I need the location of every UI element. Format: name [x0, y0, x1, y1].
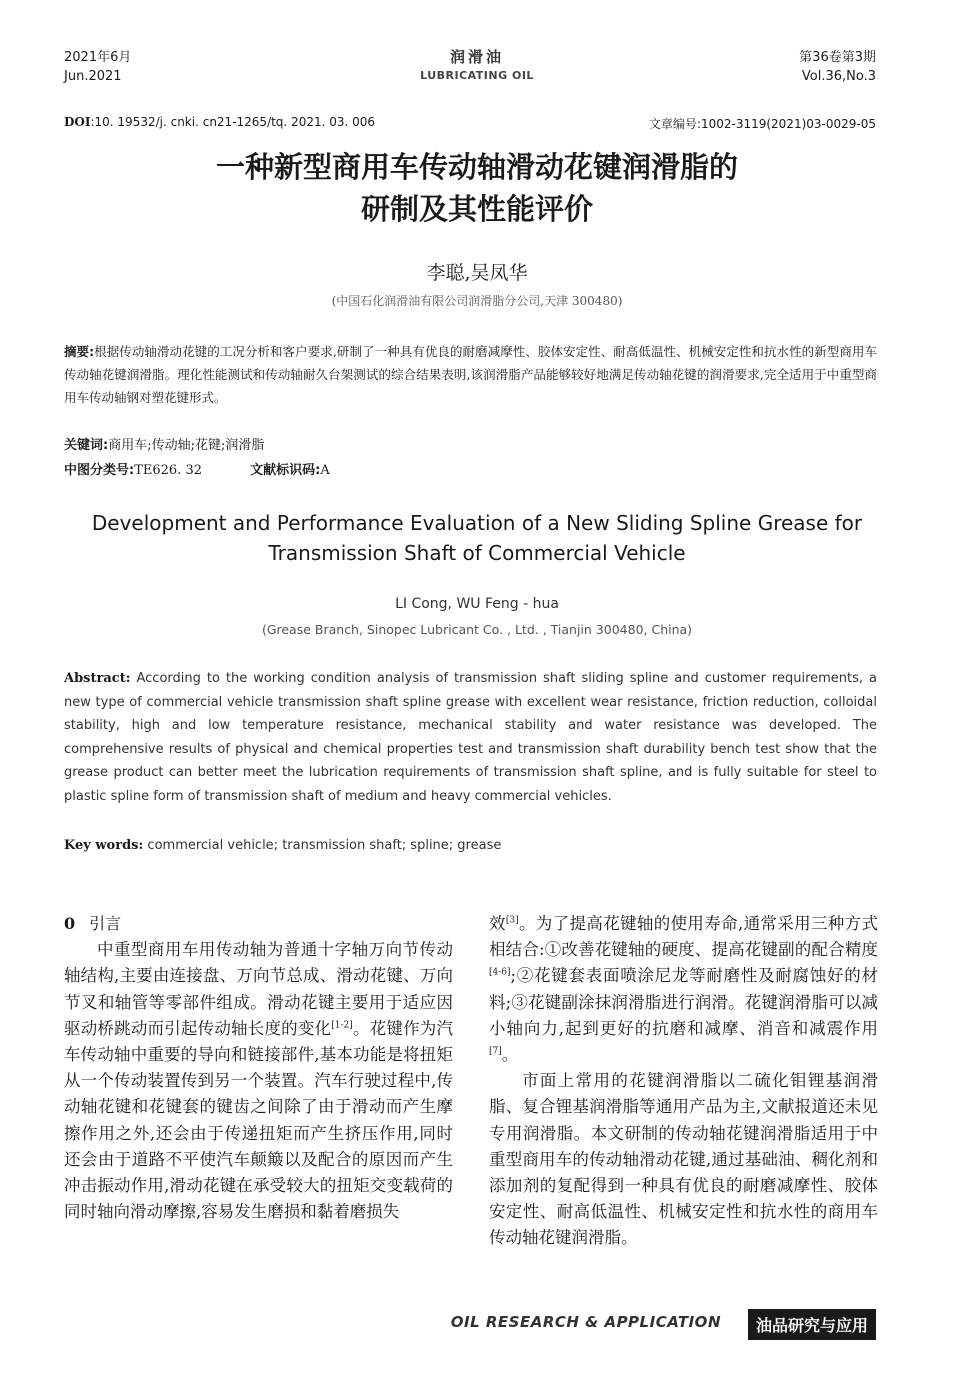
clc-label: 中图分类号: — [64, 463, 135, 478]
body-column-right — [489, 911, 878, 1252]
journal-date — [64, 48, 131, 86]
volume-cn: 第36卷第3期 — [799, 50, 876, 65]
body-column-left — [64, 911, 453, 1225]
journal-volume — [799, 48, 876, 86]
body-paragraph — [489, 911, 878, 1068]
journal-name-cn: 润滑油 — [449, 48, 504, 66]
section-number: 0 — [64, 914, 76, 933]
section-title: 引言 — [89, 914, 122, 933]
paper-title-en — [60, 508, 894, 568]
title-cn-line1: 一种新型商用车传动轴滑动花键润滑脂的 — [215, 150, 738, 184]
section-heading — [64, 911, 453, 937]
citation: [4-6] — [489, 967, 511, 978]
body-text: 。花键作为汽车传动轴中重要的导向和链接部件,基本功能是将扭矩从一个传动装置传到另一个装置。汽车行驶过程中,传动轴花键和花键套的键齿之间除了由于滑动而产生摩擦作用之外,还会由于传递扭矩而产生挤压作用,同时还会由于道路不平使汽车颠簸以及配合的原因而产生冲击振动作用,滑动花键在承受较大的扭矩交变载荷的同时轴向滑动摩擦,容易发生磨损和黏着磨损失 — [64, 1018, 454, 1222]
date-cn: 2021年6月 — [64, 50, 132, 65]
journal-name — [377, 46, 577, 82]
body-paragraph: 市面上常用的花键润滑脂以二硫化钼锂基润滑脂、复合锂基润滑脂等通用产品为主,文献报道还未见专用润滑脂。本文研制的传动轴花键润滑脂适用于中重型商用车的传动轴滑动花键,通过基础油、稠化剂和添加剂的复配得到一种具有优良的耐磨减摩性、胶体安定性、耐高低温性、机械安定性和抗水性的商用车传动轴花键润滑脂。 — [489, 1071, 878, 1248]
citation: [3] — [505, 915, 519, 926]
affiliation-en: (Grease Branch, Sinopec Lubricant Co. , Ltd. , Tianjin 300480, China) — [261, 622, 693, 637]
abstract-en-text: According to the working condition analysis of transmission shaft sliding spline and customer requirements, a new type of commercial vehicle transmission shaft spline grease with excellent wear resistance, friction reduction, colloidal stability, high and low temperature resistance, mechanical stability and water resistance was developed. The comprehensive results of physical and chemical properties test and transmission shaft durability bench test show that the grease product can better meet the lubrication requirements of transmission shaft spline, and is fully suitable for steel to plastic spline form of transmission shaft of medium and heavy commercial vehicles. — [64, 671, 877, 804]
doc-code — [250, 463, 330, 478]
classification-line — [64, 459, 330, 478]
title-cn-line2: 研制及其性能评价 — [360, 192, 593, 226]
citation: [1-2] — [331, 1020, 353, 1031]
affiliation-cn: (中国石化润滑油有限公司润滑脂分公司,天津 300480) — [331, 294, 623, 308]
body-text: ;②花键套表面喷涂尼龙等耐磨性及耐腐蚀好的材料;③花键副涂抹润滑脂进行润滑。花键润滑脂可以减小轴向力,起到更好的抗磨和减摩、消音和减震作用 — [489, 966, 878, 1038]
body-text: 效 — [489, 914, 506, 933]
doi-line — [64, 115, 375, 129]
abstract-en-label: Abstract: — [64, 671, 131, 686]
doi-label: DOI — [64, 115, 91, 129]
authors-cn: 李聪,吴凤华 — [426, 262, 528, 284]
paper-title-cn — [60, 146, 894, 230]
keywords-cn-label: 关键词: — [64, 438, 109, 453]
doc-code-label: 文献标识码: — [250, 463, 321, 478]
keywords-en-label: Key words: — [64, 838, 144, 853]
date-en: Jun.2021 — [64, 69, 122, 84]
title-en-line2: Transmission Shaft of Commercial Vehicle — [268, 541, 686, 565]
title-en-line1: Development and Performance Evaluation of a New Sliding Spline Grease for — [91, 511, 863, 535]
body-text: 。 — [501, 1045, 519, 1065]
doi-value: :10. 19532/j. cnki. cn21-1265/tq. 2021. 03. 006 — [90, 115, 376, 129]
authors-en: LI Cong, WU Feng - hua — [395, 596, 559, 612]
abstract-cn — [64, 340, 877, 409]
doc-code-value: A — [320, 463, 330, 478]
footer-column-name-en: OIL RESEARCH & APPLICATION — [450, 1313, 721, 1331]
article-number: 文章编号:1002-3119(2021)03-0029-05 — [648, 117, 876, 131]
abstract-cn-label: 摘要: — [64, 344, 95, 359]
volume-en: Vol.36,No.3 — [801, 69, 876, 84]
keywords-cn — [64, 434, 264, 453]
body-text: 。为了提高花键轴的使用寿命,通常采用三种方式相结合:①改善花键轴的硬度、提高花键副的配合精度 — [489, 914, 879, 960]
keywords-cn-text: 商用车;传动轴;花键;润滑脂 — [108, 438, 265, 453]
citation: [7] — [489, 1046, 502, 1057]
body-text: 中重型商用车用传动轴为普通十字轴万向节传动轴结构,主要由连接盘、万向节总成、滑动花键、万向节叉和轴管等零部件组成。滑动花键主要用于适应因驱动桥跳动而引起传动轴长度的变化 — [64, 940, 453, 1038]
journal-name-en: LUBRICATING OIL — [420, 69, 534, 82]
keywords-en — [64, 838, 501, 853]
body-paragraph — [64, 937, 453, 1225]
abstract-cn-text: 根据传动轴滑动花键的工况分析和客户要求,研制了一种具有优良的耐磨减摩性、胶体安定性、耐高低温性、机械安定性和抗水性的新型商用车传动轴花键润滑脂。理化性能测试和传动轴耐久台架测试的综合结果表明,该润滑脂产品能够较好地满足传动轴花键的润滑要求,完全适用于中重型商用车传动轴钢对塑花键形式。 — [64, 344, 877, 405]
abstract-en — [64, 667, 877, 809]
clc-value: TE626. 32 — [134, 463, 202, 478]
keywords-en-text: commercial vehicle; transmission shaft; spline; grease — [143, 838, 502, 853]
footer-column-name-cn: 油品研究与应用 — [748, 1309, 876, 1340]
